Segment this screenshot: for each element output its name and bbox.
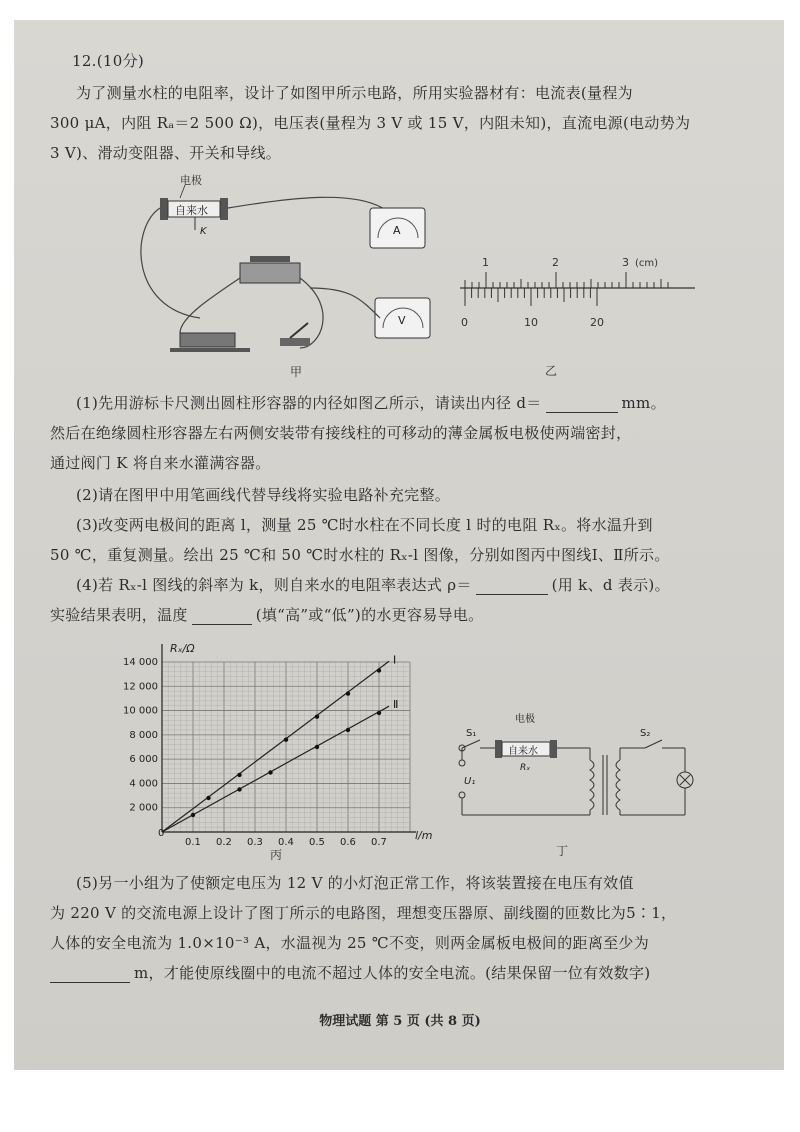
q5-line-2: 为 220 V 的交流电源上设计了图丁所示的电路图，理想变压器原、副线圈的匝数比为5∶1， bbox=[50, 904, 677, 922]
valve-label: K bbox=[200, 226, 207, 237]
main-scale-ticks bbox=[465, 272, 668, 288]
u1-label: U₁ bbox=[464, 776, 476, 787]
answer-blank-distance[interactable] bbox=[50, 981, 130, 983]
data-point bbox=[206, 796, 210, 800]
ammeter-label: A bbox=[393, 224, 401, 237]
figure-ding-label: 丁 bbox=[556, 844, 569, 858]
data-point bbox=[377, 711, 381, 715]
series-label-2: Ⅱ bbox=[393, 698, 399, 712]
intro-line-1: 为了测量水柱的电阻率，设计了如图甲所示电路，所用实验器材有：电流表(量程为 bbox=[76, 84, 633, 102]
chart-xlabel: l/m bbox=[415, 829, 433, 842]
answer-blank-temperature[interactable] bbox=[192, 623, 252, 625]
y-tick-label: 12 000 bbox=[123, 681, 158, 693]
right-electrode-plate bbox=[220, 198, 228, 220]
voltmeter-label: V bbox=[398, 314, 406, 327]
q4-line-2: 实验结果表明，温度 (填“高”或“低”)的水更容易导电。 bbox=[50, 606, 484, 624]
left-electrode-plate bbox=[160, 198, 168, 220]
figure-yi-label: 乙 bbox=[545, 364, 558, 378]
intro-line-2: 300 μA，内阻 Rₐ＝2 500 Ω)，电压表(量程为 3 V 或 15 V，内阻未知)，直流电源(电动势为 bbox=[50, 114, 691, 132]
series-line-1 bbox=[162, 661, 389, 832]
q3-line-1: (3)改变两电极间的距离 l，测量 25 ℃时水柱在不同长度 l 时的电阻 Rₓ。将水温升到 bbox=[76, 516, 653, 534]
answer-blank-rho[interactable] bbox=[476, 593, 548, 595]
data-point bbox=[315, 745, 319, 749]
electrode-label-ding: 电极 bbox=[515, 714, 535, 725]
y-tick-label: 14 000 bbox=[123, 657, 158, 668]
chart-marks bbox=[162, 653, 398, 832]
switch bbox=[280, 338, 310, 346]
tube-label: 自来水 bbox=[175, 204, 208, 217]
data-point bbox=[346, 728, 350, 732]
q4-line-1: (4)若 Rₓ-l 图线的斜率为 k，则自来水的电阻率表达式 ρ＝ (用 k、d 表示)。 bbox=[76, 576, 670, 594]
figure-jia-label: 甲 bbox=[290, 365, 303, 379]
q2-line: (2)请在图甲中用笔画线代替导线将实验电路补充完整。 bbox=[76, 486, 451, 504]
y-tick-label: 10 000 bbox=[123, 705, 158, 717]
figure-yi-vernier bbox=[455, 250, 705, 380]
y-tick-label: 2 000 bbox=[129, 802, 158, 814]
chart-ylabel: Rₓ/Ω bbox=[170, 642, 195, 655]
battery bbox=[180, 333, 235, 347]
x-tick-label: 0.6 bbox=[340, 837, 356, 848]
answer-blank-d[interactable] bbox=[546, 411, 618, 413]
electrode-label: 电极 bbox=[180, 174, 202, 187]
chart-grid bbox=[162, 662, 410, 832]
data-point bbox=[377, 668, 381, 672]
rheostat bbox=[240, 263, 300, 283]
q3-line-2: 50 ℃，重复测量。绘出 25 ℃和 50 ℃时水柱的 Rₓ-l 图像，分别如图丙中图线Ⅰ、Ⅱ所示。 bbox=[50, 546, 670, 564]
unit-label: (cm) bbox=[635, 258, 659, 269]
intro-line-3: 3 V)、滑动变阻器、开关和导线。 bbox=[50, 144, 282, 162]
data-point bbox=[315, 714, 319, 718]
x-tick-label: 0.7 bbox=[371, 837, 387, 848]
rx-label: Rₓ bbox=[520, 763, 531, 773]
data-point bbox=[237, 787, 241, 791]
q5-line-1: (5)另一小组为了使额定电压为 12 V 的小灯泡正常工作，将该装置接在电压有效值 bbox=[76, 874, 634, 892]
vernier-tick-10: 10 bbox=[524, 316, 538, 329]
x-tick-label: 0.3 bbox=[247, 837, 263, 848]
vernier-scale-ticks bbox=[465, 288, 597, 306]
vernier-tick-20: 20 bbox=[590, 316, 604, 329]
data-point bbox=[237, 773, 241, 777]
figure-ding-circuit bbox=[440, 700, 710, 860]
x-tick-label: 0.4 bbox=[278, 837, 294, 848]
vernier-tick-0: 0 bbox=[461, 316, 468, 329]
ding-right-electrode bbox=[550, 740, 557, 758]
q1-line-2: 然后在绝缘圆柱形容器左右两侧安装带有接线柱的可移动的薄金属板电极使两端密封， bbox=[50, 424, 632, 442]
series-label-1: Ⅰ bbox=[393, 653, 397, 667]
ding-tube-label: 自来水 bbox=[508, 746, 538, 757]
data-point bbox=[284, 738, 288, 742]
primary-coil bbox=[590, 760, 594, 810]
q5-line-3: 人体的安全电流为 1.0×10⁻³ A，水温视为 25 ℃不变，则两金属板电极间的距离至少为 bbox=[50, 934, 650, 952]
secondary-coil bbox=[616, 760, 620, 810]
main-tick-1: 1 bbox=[482, 256, 489, 269]
chart-origin: 0 bbox=[158, 828, 165, 839]
figure-jia-circuit bbox=[140, 168, 450, 383]
q5-line-4: m，才能使原线圈中的电流不超过人体的安全电流。(结果保留一位有效数字) bbox=[50, 962, 650, 983]
figure-bing-label: 丙 bbox=[270, 848, 283, 862]
x-tick-label: 0.2 bbox=[216, 837, 232, 848]
data-point bbox=[268, 770, 272, 774]
q1-line-1: (1)先用游标卡尺测出圆柱形容器的内径如图乙所示，请读出内径 d＝ mm。 bbox=[76, 394, 666, 412]
y-tick-label: 6 000 bbox=[129, 754, 158, 766]
data-point bbox=[346, 691, 350, 695]
ding-left-electrode bbox=[495, 740, 502, 758]
figure-bing-chart bbox=[100, 632, 433, 867]
y-tick-label: 4 000 bbox=[129, 778, 158, 790]
x-tick-label: 0.1 bbox=[185, 837, 201, 848]
main-tick-2: 2 bbox=[552, 256, 559, 269]
problem-number: 12.(10分) bbox=[72, 52, 145, 70]
main-tick-3: 3 bbox=[622, 256, 629, 269]
switch-s2-label: S₂ bbox=[640, 728, 651, 739]
data-point bbox=[191, 813, 195, 817]
q1-line-3: 通过阀门 K 将自来水灌满容器。 bbox=[50, 454, 271, 472]
page-footer: 物理试题 第 5 页 (共 8 页) bbox=[319, 1014, 481, 1029]
switch-s1-label: S₁ bbox=[466, 728, 477, 739]
y-tick-label: 8 000 bbox=[129, 729, 158, 741]
x-tick-label: 0.5 bbox=[309, 837, 325, 848]
